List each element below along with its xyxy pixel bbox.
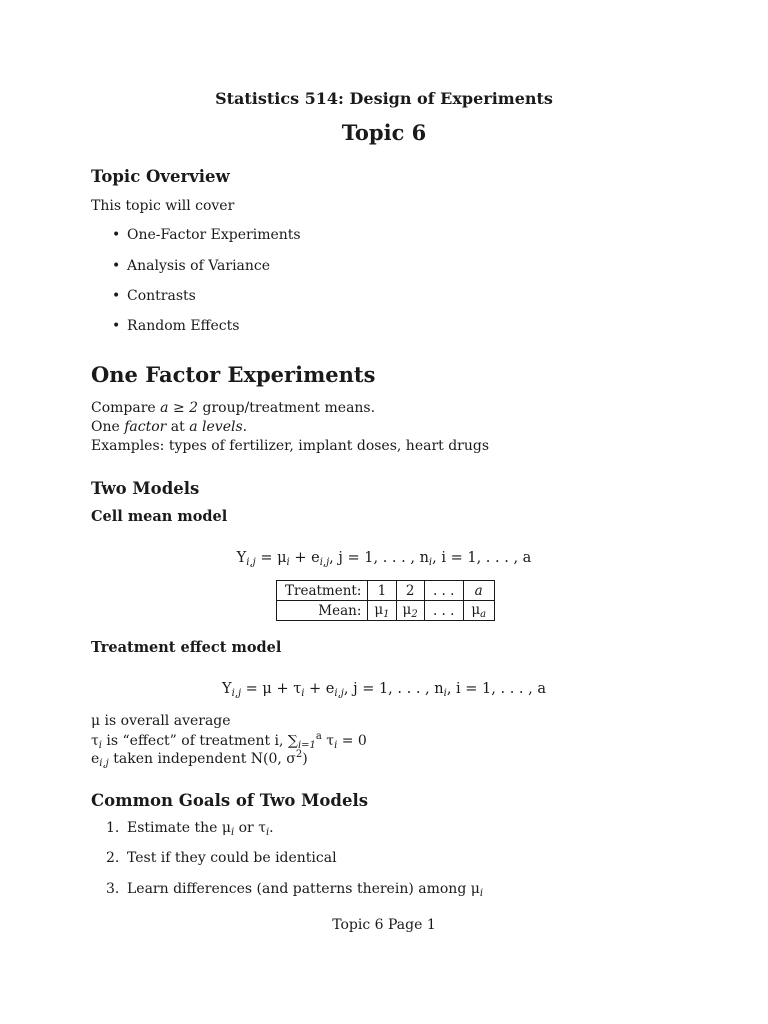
topic-title: Topic 6 (341, 120, 427, 145)
equation-text: $Y_{i,j} = \mu + \tau_i + e_{i,j}$, j = 1, . . . , $n_i$, i = 1, . . . , a (221, 681, 547, 699)
model-note-2: $\tau_i$ is “effect” of treatment i, $\sum_{i=1}^a$ $\tau_i = 0$ (91, 731, 367, 751)
one-factor-line-3: Examples: types of fertilizer, implant doses, heart drugs (91, 438, 490, 454)
goals-heading: Common Goals of Two Models (91, 791, 369, 810)
model-note-1: μ is overall average (91, 713, 231, 729)
table-cell: a (463, 581, 494, 601)
table-cell: 2 (396, 581, 424, 601)
overview-item: • Contrasts (112, 288, 196, 304)
section-heading-one-factor: One Factor Experiments (91, 362, 376, 387)
goal-item: 2. Test if they could be identical (106, 850, 337, 866)
table-cell: . . . (424, 601, 463, 621)
cell-mean-heading: Cell mean model (91, 508, 228, 525)
treatment-effect-equation (0, 681, 768, 699)
table-cell: . . . (424, 581, 463, 601)
table-cell: Treatment: (277, 581, 368, 601)
table-cell: $\mu_1$ (368, 601, 396, 621)
table-row (277, 581, 495, 601)
overview-item: • One-Factor Experiments (112, 227, 301, 243)
equation-text: $Y_{i,j} = \mu_i + e_{i,j}$, j = 1, . . . , $n_i$, i = 1, . . . , a (236, 550, 532, 568)
course-title: Statistics 514: Design of Experiments (215, 89, 553, 108)
treatment-means-table (276, 580, 495, 621)
table-cell: Mean: (277, 601, 368, 621)
table-row (277, 601, 495, 621)
one-factor-line-2: One factor at a levels. (91, 419, 248, 435)
overview-item: • Random Effects (112, 318, 240, 334)
goal-item: 3. Learn differences (and patterns therein) among $\mu_i$ (106, 881, 484, 899)
two-models-heading: Two Models (91, 479, 200, 498)
goal-item: 1. Estimate the $\mu_i$ or $\tau_i$. (106, 820, 274, 838)
overview-intro: This topic will cover (91, 198, 235, 214)
table-cell: 1 (368, 581, 396, 601)
table-cell: $\mu_2$ (396, 601, 424, 621)
treatment-effect-heading: Treatment effect model (91, 639, 282, 656)
model-note-3: $e_{i,j}$ taken independent N(0, $\sigma^2$) (91, 749, 308, 769)
overview-heading: Topic Overview (91, 167, 230, 186)
table-cell: $\mu_a$ (463, 601, 494, 621)
page-footer: Topic 6 Page 1 (332, 917, 436, 933)
overview-item: • Analysis of Variance (112, 258, 271, 274)
cell-mean-equation (0, 550, 768, 568)
one-factor-line-1: Compare a ≥ 2 group/treatment means. (91, 400, 376, 416)
